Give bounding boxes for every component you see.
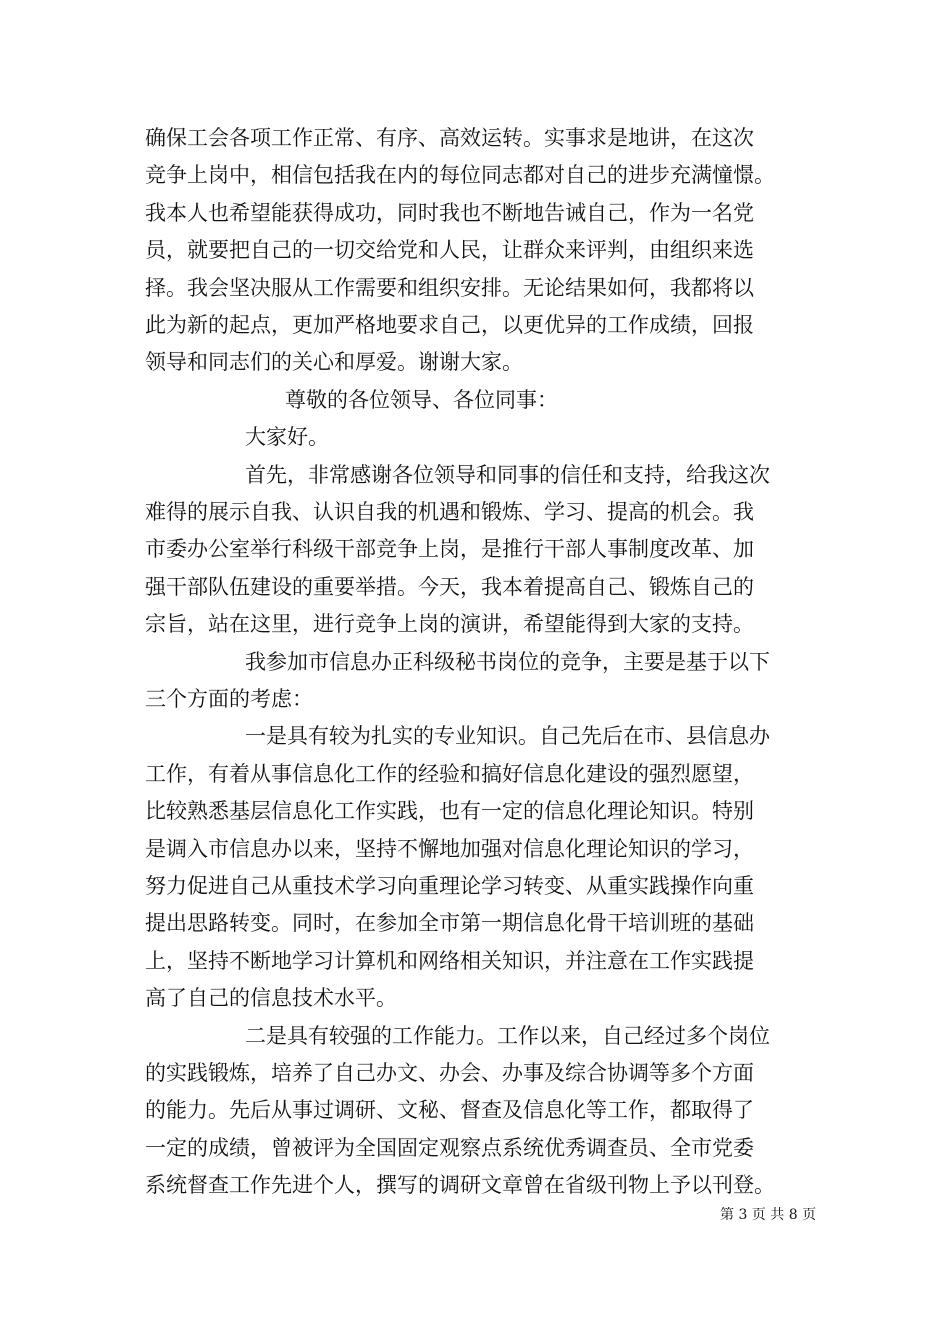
text-line: 竞争上岗中，相信包括我在内的每位同志都对自己的进步充满憧憬。	[145, 163, 775, 188]
text-line: 提出思路转变。同时，在参加全市第一期信息化骨干培训班的基础	[145, 911, 754, 936]
text-line: 系统督查工作先进个人，撰写的调研文章曾在省级刊物上予以刊登。	[145, 1173, 775, 1198]
greeting: 大家好。	[245, 425, 329, 450]
text-line: 三个方面的考虑：	[145, 687, 313, 711]
text-line: 工作，有着从事信息化工作的经验和搞好信息化建设的强烈愿望，	[145, 761, 754, 786]
text-line: 是调入市信息办以来，坚持不懈地加强对信息化理论知识的学习，	[145, 836, 754, 861]
text-line: 我本人也希望能获得成功，同时我也不断地告诫自己，作为一名党	[145, 200, 754, 225]
text-line: 领导和同志们的关心和厚爱。谢谢大家。	[145, 350, 523, 375]
salutation: 尊敬的各位领导、各位同事：	[285, 387, 558, 412]
text-line: 我参加市信息办正科级秘书岗位的竞争，主要是基于以下	[245, 649, 770, 674]
text-line: 努力促进自己从重技术学习向重理论学习转变、从重实践操作向重	[145, 874, 754, 898]
text-line: 确保工会各项工作正常、有序、高效运转。实事求是地讲，在这次	[145, 126, 754, 150]
text-line: 高了自己的信息技术水平。	[145, 986, 397, 1011]
text-line: 员，就要把自己的一切交给党和人民，让群众来评判，由组织来选	[145, 238, 754, 263]
text-line: 强干部队伍建设的重要举措。今天，我本着提高自己、锻炼自己的	[145, 574, 754, 599]
text-line: 的能力。先后从事过调研、文秘、督查及信息化等工作，都取得了	[145, 1098, 754, 1123]
page-number-footer: 第 3 页 共 8 页	[720, 1207, 817, 1223]
text-line: 的实践锻炼，培养了自己办文、办会、办事及综合协调等多个方面	[145, 1061, 754, 1085]
text-line: 一是具有较为扎实的专业知识。自己先后在市、县信息办	[245, 724, 770, 749]
text-line: 二是具有较强的工作能力。工作以来，自己经过多个岗位	[245, 1023, 770, 1048]
text-line: 择。我会坚决服从工作需要和组织安排。无论结果如何，我都将以	[145, 275, 754, 300]
text-line: 此为新的起点，更加严格地要求自己，以更优异的工作成绩，回报	[145, 313, 754, 337]
text-line: 一定的成绩，曾被评为全国固定观察点系统优秀调查员、全市党委	[145, 1135, 754, 1160]
text-line: 上，坚持不断地学习计算机和网络相关知识，并注意在工作实践提	[145, 948, 754, 973]
text-line: 比较熟悉基层信息化工作实践，也有一定的信息化理论知识。特别	[145, 799, 754, 824]
text-line: 首先，非常感谢各位领导和同事的信任和支持，给我这次	[245, 462, 770, 487]
text-line: 难得的展示自我、认识自我的机遇和锻炼、学习、提高的机会。我	[145, 500, 754, 524]
text-line: 市委办公室举行科级干部竞争上岗，是推行干部人事制度改革、加	[145, 537, 754, 562]
text-line: 宗旨，站在这里，进行竞争上岗的演讲，希望能得到大家的支持。	[145, 612, 754, 637]
